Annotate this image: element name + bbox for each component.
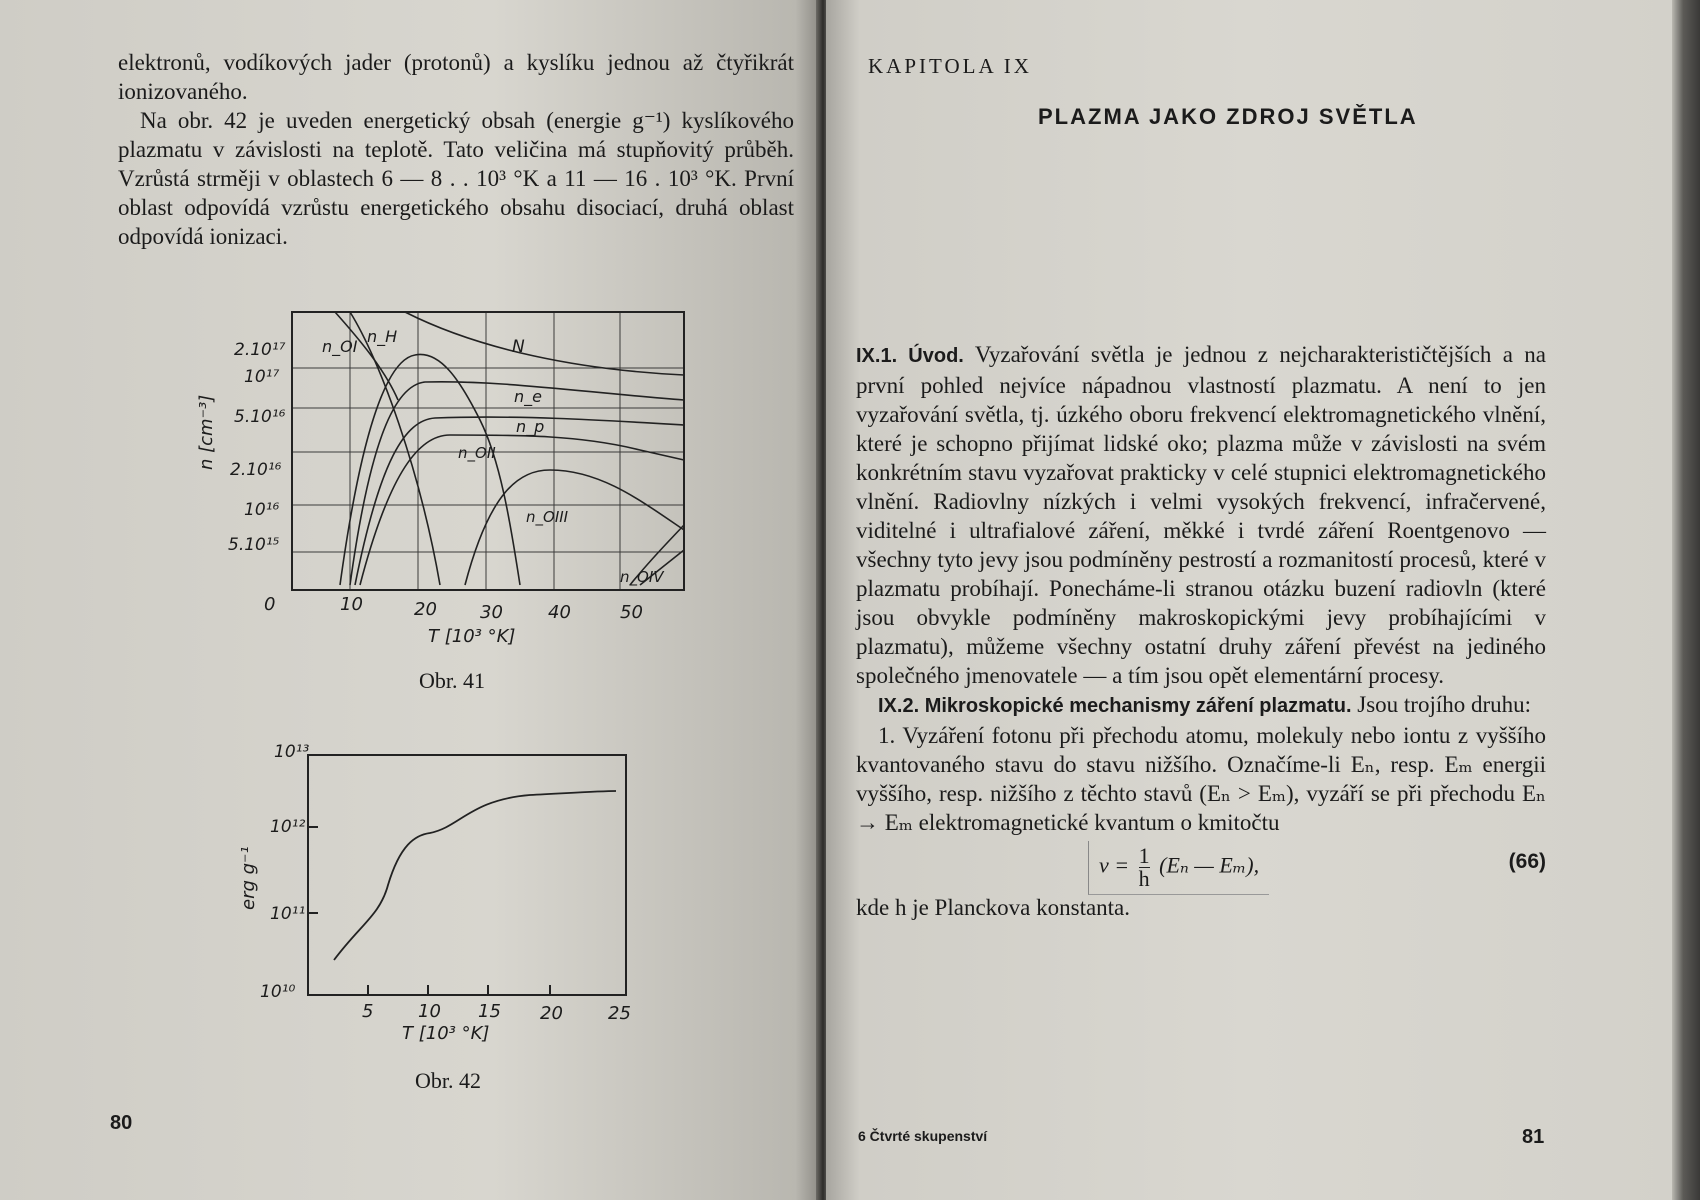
curve-label: n_OIV [620, 568, 664, 586]
x-tick: 30 [480, 602, 503, 623]
curve-label: n_OIII [526, 508, 569, 526]
curve-label: n_e [514, 387, 542, 406]
x-tick: 20 [540, 1003, 563, 1024]
y-tick: 5.10¹⁶ [234, 407, 286, 427]
y-axis-label: n [cm⁻³] [196, 394, 217, 470]
y-tick: 10¹⁶ [244, 500, 280, 520]
x-tick: 0 [264, 594, 276, 615]
page-number: 80 [110, 1112, 133, 1134]
x-tick: 10 [418, 1001, 441, 1022]
x-tick: 40 [548, 602, 571, 623]
signature-mark: 6 Čtvrté skupenství [858, 1128, 988, 1144]
x-tick: 20 [414, 599, 437, 620]
chapter-label: KAPITOLA IX [868, 54, 1032, 78]
left-page-body [118, 48, 794, 251]
y-tick: 2.10¹⁶ [230, 460, 282, 480]
paragraph: Vyzařování světla je jednou z nejcharakterističtějších a na první pohled nejvíce nápadnou vlastností plazmatu. A není to jen vyzařování světla, tj. úzkého oboru frekvencí elektromagnetického vlnění, které je schopno přijímat lidské oko; plazma může v závislosti na svém konkrétním stavu vyzařovat prakticky v celé stupnici elektromagnetického vlnění. Radiovlny nízkých i velmi vysokých frekvencí, infračervené, viditelné i ultrafialové záření, měkké i tvrdé záření Roentgenovo — všechny tyto jevy jsou podmíněny pestrostí a rozmanitostí procesů, které v plazmatu probíhají. Ponecháme-li stranou otázku buzení radiovln (které jsou obvykle podmíněny makroskopickými jevy probíhajícími v plazmatu), můžeme všechny ostatní druhy záření převést na jediného společného jmenovatele — a tím jsou opět elementární procesy. [856, 342, 1547, 688]
denominator: h [1138, 866, 1150, 891]
curve-label: n_OII [458, 444, 496, 462]
formula-lhs: ν = [1099, 852, 1130, 878]
paragraph: Jsou trojího druhu: [1357, 692, 1532, 717]
figure-41-caption: Obr. 41 [419, 668, 485, 693]
y-tick: 5.10¹⁵ [228, 535, 280, 555]
y-tick: 10¹⁰ [260, 982, 296, 1002]
formula-rhs: (Eₙ — Eₘ), [1159, 852, 1260, 878]
right-page-body [856, 340, 1546, 922]
paragraph: elektronů, vodíkových jader (protonů) a kyslíku jednou až čtyřikrát ionizovaného. [118, 50, 794, 104]
page-edge [1672, 0, 1700, 1200]
x-axis-label: T [10³ °K] [428, 626, 516, 647]
x-tick: 10 [340, 594, 363, 615]
fraction [1139, 845, 1150, 890]
equation-number: (66) [1508, 850, 1546, 873]
section-heading: IX.1. Úvod. [856, 345, 964, 367]
section-heading: IX.2. Mikroskopické mechanismy záření plazmatu. [878, 695, 1352, 717]
paragraph: Na obr. 42 je uveden energetický obsah (energie g⁻¹) kyslíkového plazmatu v závislosti na teplotě. Tato veličina má stupňovitý průběh. Vzrůstá strměji v oblastech 6 — 8 . . 10³ °K a 11 — 16 . 10³ °K. První oblast odpovídá vzrůstu energetického obsahu disociací, druhá oblast odpovídá ionizaci. [118, 108, 794, 249]
x-tick: 15 [478, 1001, 501, 1022]
x-tick: 50 [620, 602, 643, 623]
curve-label: n_H [367, 327, 398, 346]
page-number: 81 [1522, 1126, 1545, 1148]
figure-41 [196, 300, 720, 650]
y-tick: 10¹³ [274, 742, 310, 762]
paragraph: kde h je Planckova konstanta. [856, 895, 1131, 920]
y-axis-label: erg g⁻¹ [238, 846, 259, 910]
numerator: 1 [1138, 843, 1150, 868]
list-item: 1. Vyzáření fotonu při přechodu atomu, molekuly nebo iontu z vyššího kvantovaného stavu do stavu nižšího. Označíme-li Eₙ, resp. Eₘ energii vyššího, resp. nižšího z těchto stavů (Eₙ > Eₘ), vyzáří se při přechodu Eₙ → Eₘ elektromagnetické kvantum o kmitočtu [856, 723, 1546, 835]
left-page [0, 0, 820, 1200]
y-tick: 2.10¹⁷ [234, 340, 286, 360]
x-axis-label: T [10³ °K] [402, 1023, 490, 1044]
x-tick: 25 [608, 1003, 631, 1024]
figure-42 [230, 735, 650, 1045]
curve-label: N [512, 337, 525, 357]
x-tick: 5 [362, 1001, 374, 1022]
curve-label: n_p [516, 417, 545, 436]
y-tick: 10¹¹ [270, 904, 306, 924]
y-tick: 10¹⁷ [244, 367, 280, 387]
chapter-title: PLAZMA JAKO ZDROJ SVĚTLA [1038, 104, 1418, 129]
y-tick: 10¹² [270, 817, 306, 837]
formula [1088, 841, 1269, 895]
equation-66 [856, 837, 1546, 893]
curve-label: n_OI [322, 337, 358, 356]
figure-42-caption: Obr. 42 [415, 1068, 481, 1093]
